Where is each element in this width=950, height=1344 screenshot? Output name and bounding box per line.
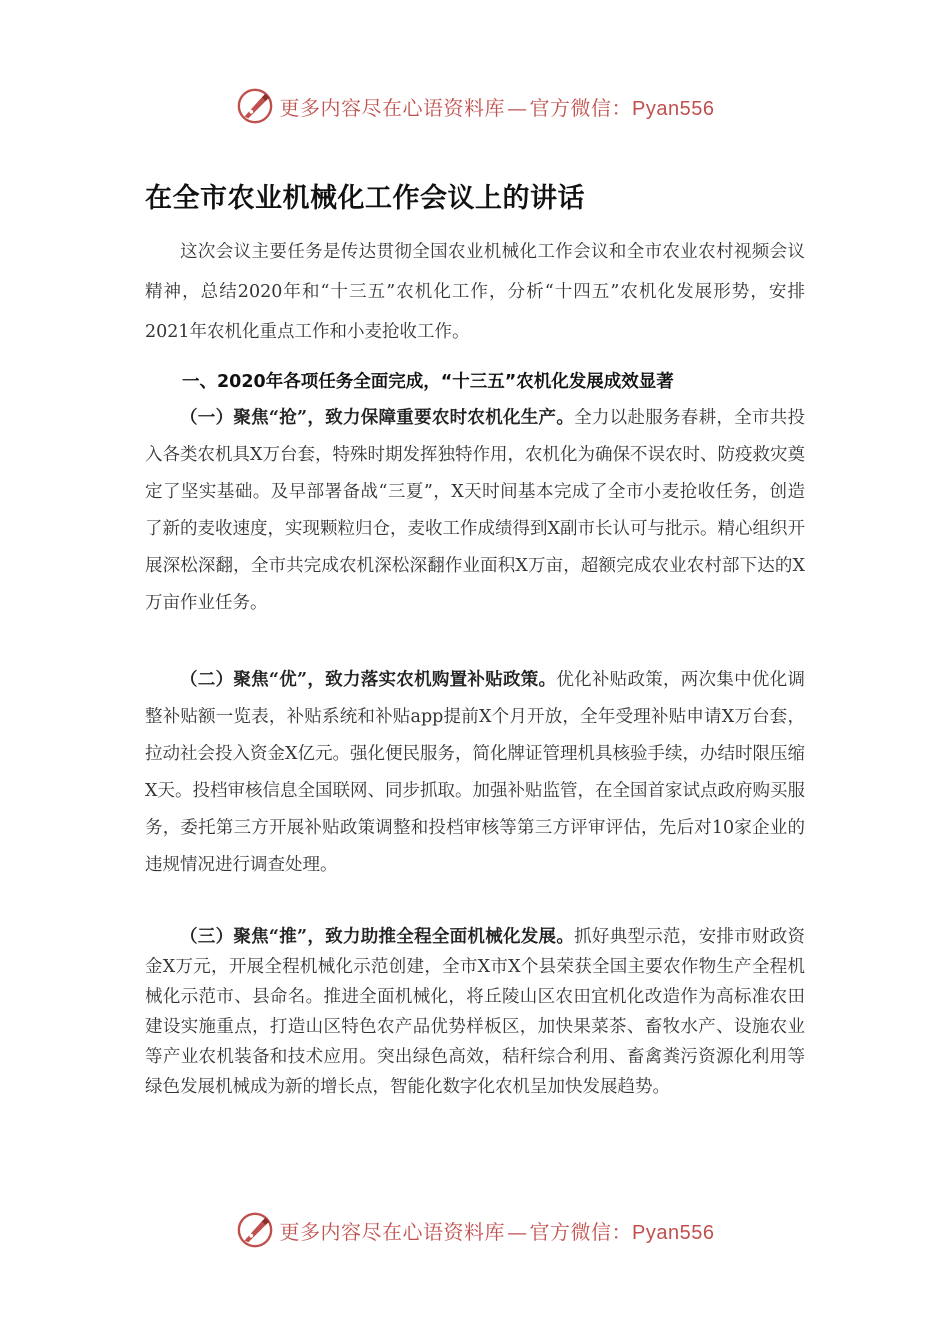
banner-brand: 更多内容尽在心语资料库: [279, 1219, 506, 1244]
paragraph-3-text: 抓好典型示范，安排市财政资金X万元，开展全程机械化示范创建，全市X市X个县荣获全国主要农作物生产全程机械化示范市、县命名。推进全面机械化，将丘陵山区农田宜机化改造作为高标准农田建设实施重点，打造山区特色农产品优势样板区，加快果菜茶、畜牧水产、设施农业等产业农机装备和技术应用。突出绿色高效，秸秆综合利用、畜禽粪污资源化利用等绿色发展机械成为新的增长点，智能化数字化农机呈加快发展趋势。: [145, 927, 805, 1097]
page-title: 在全市农业机械化工作会议上的讲话: [145, 183, 585, 214]
banner-dash: —: [507, 1219, 528, 1244]
banner-dash: —: [507, 95, 528, 120]
banner-text: [280, 92, 715, 121]
paragraph-3-lead: （三）聚焦“推”，致力助推全程全面机械化发展。: [180, 927, 575, 947]
paragraph-1-text: 全力以赴服务春耕，全市共投入各类农机具X万台套，特殊时期发挥独特作用，农机化为确保不误农时、防疫救灾奠定了坚实基础。及早部署备战“三夏”，X天时间基本完成了全市小麦抢收任务，创造了新的麦收速度，实现颗粒归仓，麦收工作成绩得到X副市长认可与批示。精心组织开展深松深翻，全市共完成农机深松深翻作业面积X万亩，超额完成农业农村部下达的X万亩作业任务。: [145, 408, 805, 613]
paragraph-3: [145, 922, 805, 1102]
section-heading: 一、2020年各项任务全面完成，“十三五”农机化发展成效显著: [182, 372, 674, 392]
paragraph-1: [145, 400, 805, 622]
header-banner: [0, 84, 950, 128]
paragraph-1-lead: （一）聚焦“抢”，致力保障重要农时农机化生产。: [180, 408, 575, 428]
intro-paragraph: 这次会议主要任务是传达贯彻全国农业机械化工作会议和全市农业农村视频会议精神，总结2020年和“十三五”农机化工作，分析“十四五”农机化发展形势，安排2021年农机化重点工作和小麦抢收工作。: [145, 242, 805, 342]
paragraph-2-text: 优化补贴政策，两次集中优化调整补贴额一览表，补贴系统和补贴app提前X个月开放，全年受理补贴申请X万台套，拉动社会投入资金X亿元。强化便民服务，简化牌证管理机具核验手续，办结时限压缩X天。投档审核信息全国联网、同步抓取。加强补贴监管，在全国首家试点政府购买服务，委托第三方开展补贴政策调整和投档审核等第三方评审评估，先后对10家企业的违规情况进行调查处理。: [145, 670, 805, 875]
banner-text: [280, 1216, 715, 1245]
paragraph-2: [145, 662, 805, 884]
banner-wechat-account: Pyan556: [632, 1221, 715, 1244]
banner-wechat-label: 官方微信：: [529, 1219, 633, 1244]
pen-nib-logo-icon: [236, 1211, 274, 1249]
banner-brand: 更多内容尽在心语资料库: [279, 95, 506, 120]
paragraph-2-lead: （二）聚焦“优”，致力落实农机购置补贴政策。: [180, 670, 557, 690]
banner-wechat-label: 官方微信：: [529, 95, 633, 120]
banner-wechat-account: Pyan556: [632, 97, 715, 120]
footer-banner: [0, 1208, 950, 1252]
pen-nib-logo-icon: [236, 87, 274, 125]
